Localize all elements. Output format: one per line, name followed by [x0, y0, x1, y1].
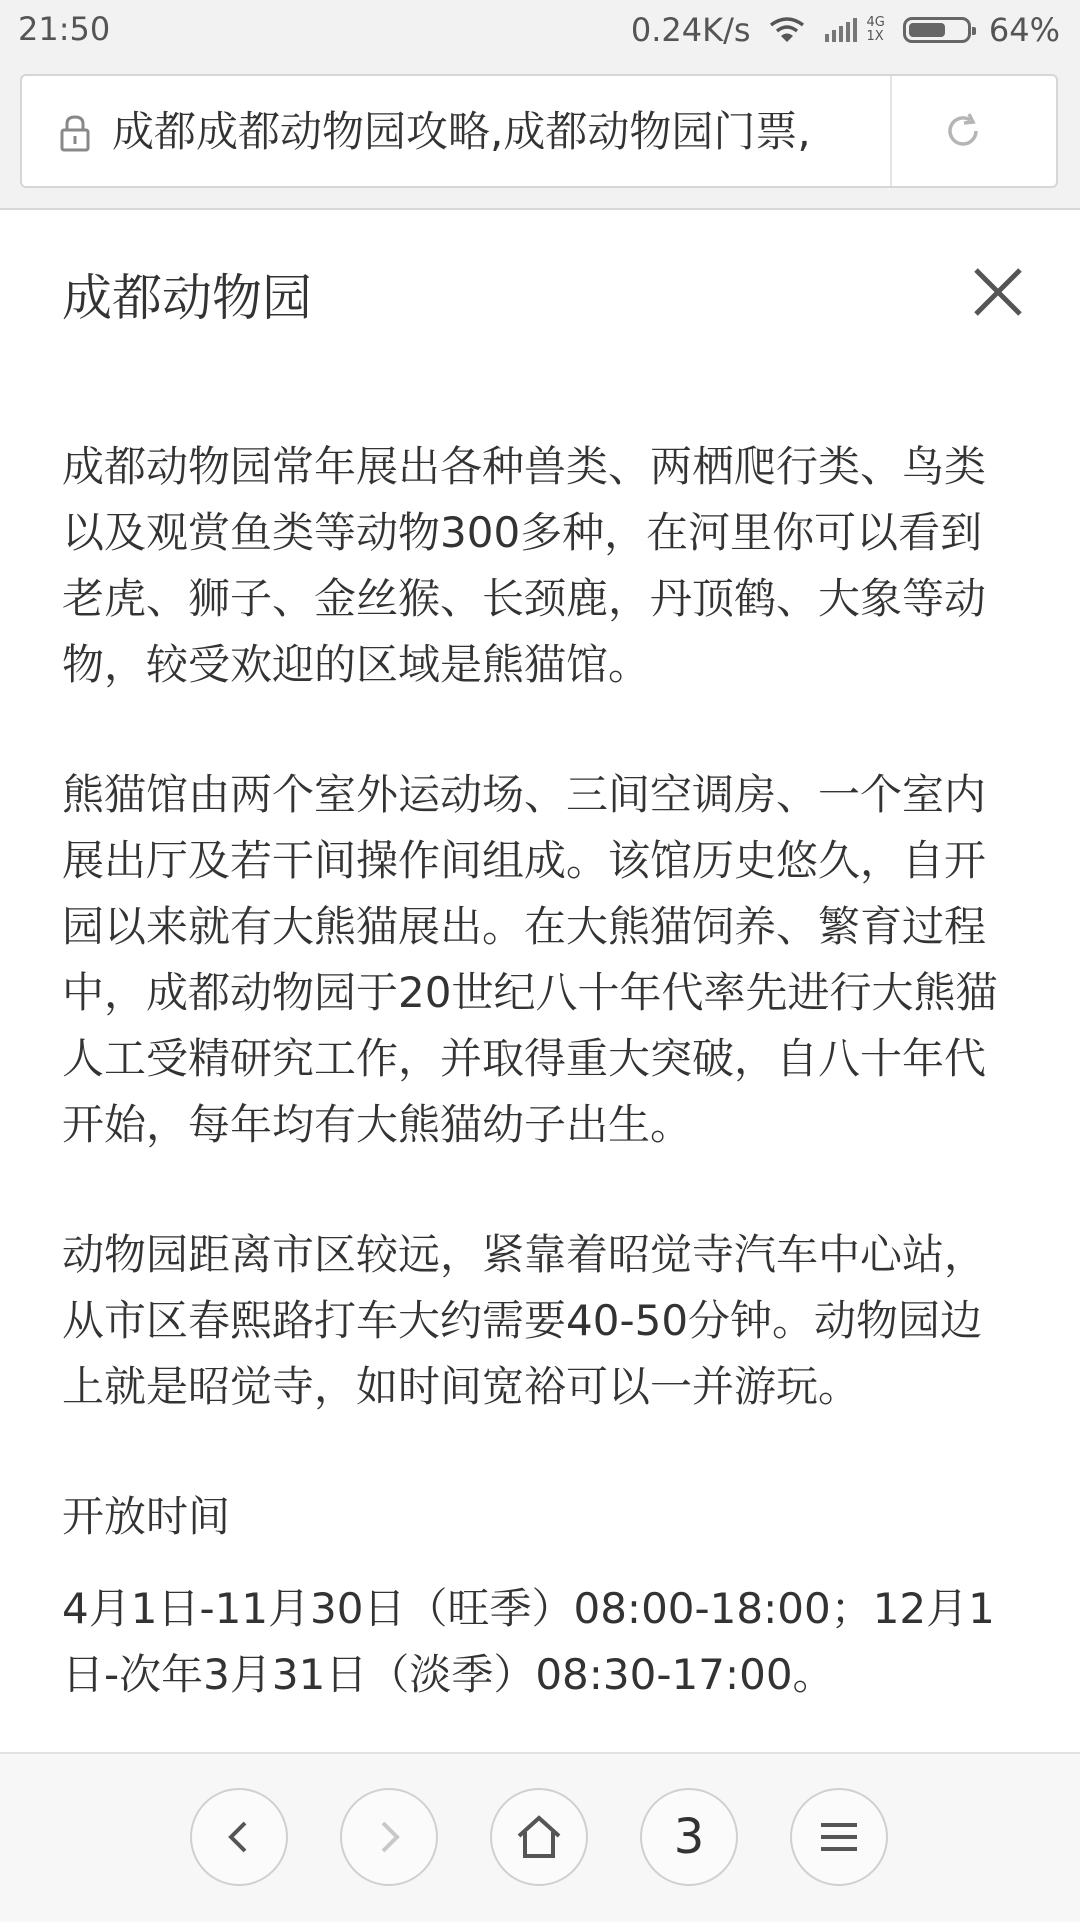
network-type-top: 4G [866, 15, 885, 30]
chevron-right-icon [369, 1817, 409, 1857]
home-icon [515, 1814, 563, 1860]
lock-icon [58, 114, 92, 156]
bottom-toolbar [0, 1752, 1080, 1922]
page-title: 成都动物园 [62, 269, 312, 327]
network-speed: 0.24K/s [630, 11, 751, 49]
article-content [62, 434, 1022, 1864]
status-bar [0, 0, 1080, 60]
paragraph-panda-hall: 熊猫馆由两个室外运动场、三间空调房、一个室内展出厅及若干间操作间组成。该馆历史悠久，自开园以来就有大熊猫展出。在大熊猫饲养、繁育过程中，成都动物园于20世纪八十年代率先进行大熊猫人工受精研究工作，并取得重大突破，自八十年代开始，每年均有大熊猫幼子出生。 [62, 770, 998, 1149]
battery-fill [909, 23, 945, 37]
wifi-icon [769, 16, 805, 44]
chevron-left-icon [219, 1817, 259, 1857]
cellular-signal-icon [823, 16, 859, 44]
forward-button[interactable] [340, 1788, 438, 1886]
paragraph-intro: 成都动物园常年展出各种兽类、两栖爬行类、鸟类以及观赏鱼类等动物300多种，在河里你可以看到老虎、狮子、金丝猴、长颈鹿，丹顶鹤、大象等动物，较受欢迎的区域是熊猫馆。 [62, 442, 987, 689]
url-text[interactable]: 成都成都动物园攻略,成都动物园门票, [112, 107, 811, 156]
address-bar[interactable] [20, 74, 1058, 188]
back-button[interactable] [190, 1788, 288, 1886]
hamburger-menu-icon [817, 1819, 861, 1855]
menu-button[interactable] [790, 1788, 888, 1886]
home-button[interactable] [490, 1788, 588, 1886]
battery-icon [903, 17, 971, 43]
browser-address-area [0, 60, 1080, 210]
close-icon[interactable] [966, 260, 1030, 324]
status-time: 21:50 [18, 10, 111, 48]
reload-icon[interactable] [942, 110, 984, 156]
address-divider [890, 76, 892, 186]
tab-count: 3 [673, 1809, 705, 1865]
battery-percent: 64% [988, 11, 1060, 49]
opening-hours-text: 4月1日-11月30日（旺季）08:00-18:00；12月1日-次年3月31日（淡季）08:30-17:00。 [62, 1584, 995, 1699]
network-type-bottom: 1X [866, 29, 884, 44]
status-right [631, 10, 1060, 50]
tabs-button[interactable] [640, 1788, 738, 1886]
heading-opening-hours: 开放时间 [62, 1492, 231, 1541]
network-type [867, 16, 885, 44]
paragraph-transport: 动物园距离市区较远，紧靠着昭觉寺汽车中心站，从市区春熙路打车大约需要40-50分钟。动物园边上就是昭觉寺，如时间宽裕可以一并游玩。 [62, 1230, 987, 1411]
